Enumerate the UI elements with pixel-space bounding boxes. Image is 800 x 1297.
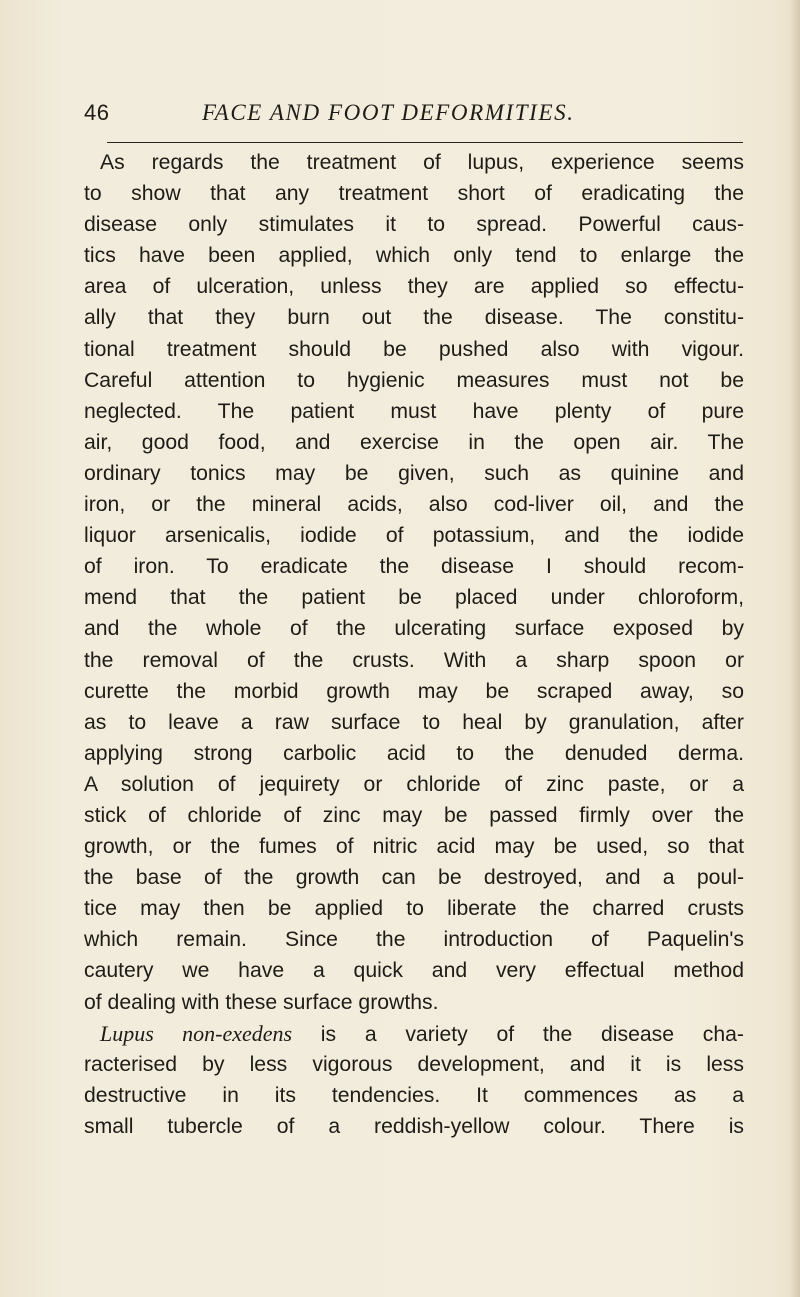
text-line: As regards the treatment of lupus, experience seems bbox=[100, 151, 744, 174]
text-line: tice may then be applied to liberate the charred crusts bbox=[84, 897, 744, 921]
paragraph bbox=[84, 1018, 744, 1142]
text-line: applying strong carbolic acid to the denuded derma. bbox=[84, 741, 744, 765]
text-line: neglected. The patient must have plenty of pure bbox=[84, 399, 744, 423]
text-line: curette the morbid growth may be scraped away, so bbox=[84, 679, 744, 703]
text-line: area of ulceration, unless they are applied so effectu- bbox=[84, 275, 744, 299]
text-line: small tubercle of a reddish-yellow colour. There is bbox=[84, 1114, 744, 1138]
italic-term: Lupus non-exedens bbox=[100, 1020, 293, 1046]
text-line: the base of the growth can be destroyed, and a poul- bbox=[84, 866, 744, 890]
text-line: stick of chloride of zinc may be passed firmly over the bbox=[84, 803, 744, 827]
text-line: disease only stimulates it to spread. Powerful caus- bbox=[84, 213, 744, 237]
header-rule bbox=[107, 142, 743, 143]
text-line: air, good food, and exercise in the open air. The bbox=[84, 430, 744, 454]
paragraph bbox=[84, 147, 744, 1018]
body-text bbox=[84, 147, 744, 1142]
text-line: tics have been applied, which only tend to enlarge the bbox=[84, 244, 744, 268]
text-line: racterised by less vigorous development, and it is less bbox=[84, 1052, 744, 1076]
text-line: as to leave a raw surface to heal by granulation, after bbox=[84, 710, 744, 734]
text-line: cautery we have a quick and very effectual method bbox=[84, 959, 744, 983]
text-line: to show that any treatment short of eradicating the bbox=[84, 182, 744, 206]
text-line: destructive in its tendencies. It commences as a bbox=[84, 1083, 744, 1107]
text-line: liquor arsenicalis, iodide of potassium, and the iodide bbox=[84, 524, 744, 548]
text-line: mend that the patient be placed under chloroform, bbox=[84, 586, 744, 610]
text-line: Careful attention to hygienic measures must not be bbox=[84, 368, 744, 392]
text-line: and the whole of the ulcerating surface exposed by bbox=[84, 617, 744, 641]
text-line bbox=[84, 1018, 744, 1049]
text-line: of dealing with these surface growths. bbox=[84, 990, 439, 1014]
text-line: of iron. To eradicate the disease I should recom- bbox=[84, 555, 744, 579]
text-line: ordinary tonics may be given, such as quinine and bbox=[84, 461, 744, 485]
page-header bbox=[84, 100, 744, 136]
text-line: ally that they burn out the disease. The constitu- bbox=[84, 306, 744, 330]
text-line: tional treatment should be pushed also with vigour. bbox=[84, 337, 744, 361]
running-head: FACE AND FOOT DEFORMITIES. bbox=[202, 100, 575, 125]
text-line: A solution of jequirety or chloride of zinc paste, or a bbox=[84, 772, 744, 796]
page-edge-shadow bbox=[790, 0, 800, 1297]
page-number: 46 bbox=[84, 100, 110, 125]
text-line: which remain. Since the introduction of Paquelin's bbox=[84, 928, 744, 952]
text-line: iron, or the mineral acids, also cod-liver oil, and the bbox=[84, 493, 744, 517]
text-line: the removal of the crusts. With a sharp spoon or bbox=[84, 648, 744, 672]
text-line-rest: is a variety of the disease cha- bbox=[292, 1022, 744, 1046]
text-line: growth, or the fumes of nitric acid may be used, so that bbox=[84, 835, 744, 859]
